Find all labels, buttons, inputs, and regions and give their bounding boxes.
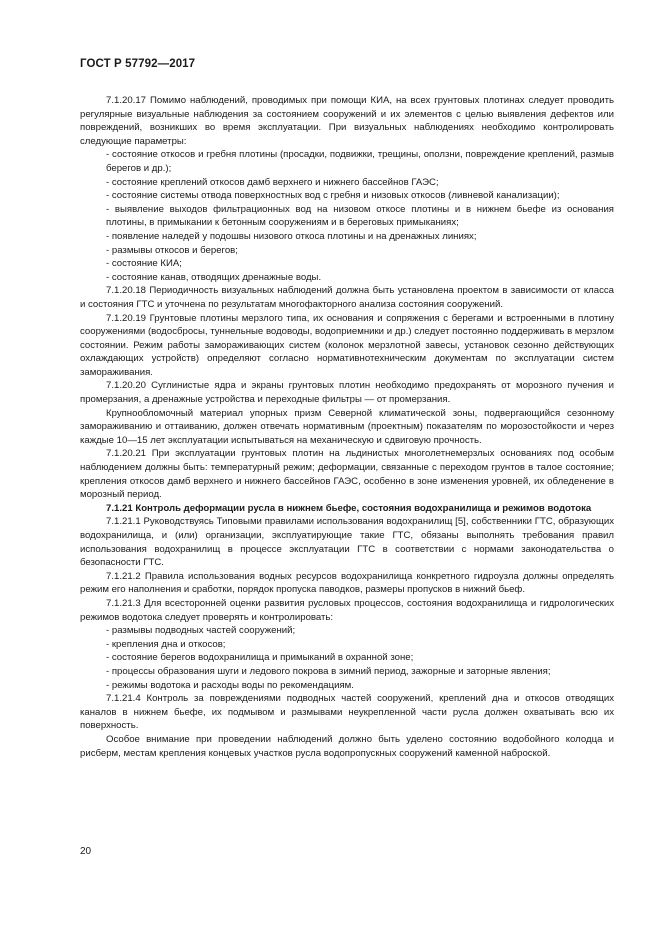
paragraph: Крупнообломочный материал упорных призм Северной климатической зоны, подвергающийся сезонному замораживанию и оттаиванию, должен отвечать нормативным (проектным) показателям по морозостойкости и через каждые 10—15 лет эксплуатации испытываться на механическую и сдвиговую прочность. bbox=[80, 407, 614, 446]
page-number: 20 bbox=[80, 846, 92, 857]
paragraph: 7.1.21.4 Контроль за повреждениями подводных частей сооружений, креплений дна и откосов отводящих каналов в нижнем бьефе, их подмывом и размывами неукрепленной части русла должен охватывать всю их поверхность. bbox=[80, 693, 614, 732]
list-item: - процессы образования шуги и ледового покрова в зимний период, зажорные и заторные явления; bbox=[106, 665, 551, 677]
paragraph: 7.1.21.2 Правила использования водных ресурсов водохранилища конкретного гидроузла должны определять режим его наполнения и сработки, порядок пропуска паводков, размеры пропусков в нижний бьеф. bbox=[80, 570, 614, 596]
paragraph: 7.1.20.20 Суглинистые ядра и экраны грунтовых плотин необходимо предохранять от морозного пучения и промерзания, а дренажные устройства и переходные фильтры — от промерзания. bbox=[80, 380, 614, 406]
paragraph: 7.1.21.3 Для всесторонней оценки развития русловых процессов, состояния водохранилища и гидрологических режимов водотока следует проверять и контролировать: bbox=[80, 597, 614, 623]
paragraph: 7.1.20.18 Периодичность визуальных наблюдений должна быть установлена проектом в зависимости от класса и состояния ГТС и уточнена по результатам многофакторного анализа состояния сооружений. bbox=[80, 285, 614, 310]
document-body bbox=[80, 94, 614, 760]
paragraph: Особое внимание при проведении наблюдений должно быть уделено состоянию водобойного колодца и рисберм, местам крепления концевых участков русла водопропускных сооружений каменной наброской. bbox=[80, 733, 614, 759]
document-header: ГОСТ Р 57792—2017 bbox=[80, 58, 196, 70]
list-item: - размывы подводных частей сооружений; bbox=[106, 625, 296, 637]
list-item: - состояние креплений откосов дамб верхнего и нижнего бассейнов ГАЭС; bbox=[106, 176, 439, 188]
paragraph: 7.1.20.17 Помимо наблюдений, проводимых при помощи КИА, на всех грунтовых плотинах следует проводить регулярные визуальные наблюдения за состоянием сооружений и их элементов с целью выявления дефектов или повреждений, возникших во время эксплуатации. При визуальных наблюдениях необходимо контролировать следующие параметры: bbox=[80, 95, 614, 147]
list-item: - состояние берегов водохранилища и примыканий в охранной зоне; bbox=[106, 652, 414, 664]
list-item: - состояние откосов и гребня плотины (просадки, подвижки, трещины, оползни, повреждение креплений, размыв берегов и др.); bbox=[106, 149, 614, 174]
list-item: - крепления дна и откосов; bbox=[106, 638, 226, 650]
list-item: - размывы откосов и берегов; bbox=[106, 244, 238, 256]
list-item: - появление наледей у подошвы низового откоса плотины и на дренажных линиях; bbox=[106, 230, 477, 242]
list-item: - состояние КИА; bbox=[106, 258, 182, 270]
paragraph: 7.1.20.19 Грунтовые плотины мерзлого типа, их основания и сопряжения с берегами и встроенными в плотину сооружениями (водосбросы, туннельные водоводы, водоприемники и др.) следует постоянно поддерживать в мерзлом состоянии. Режим работы замораживающих систем (колонок мерзлотной завесы, установок сезонно действующих охлаждающих устройств) определяют согласно нормативнотехническим документам по эксплуатации систем замораживания. bbox=[80, 312, 614, 378]
list-item: - режимы водотока и расходы воды по рекомендациям. bbox=[106, 679, 354, 691]
section-heading: 7.1.21 Контроль деформации русла в нижнем бьефе, состояния водохранилища и режимов водотока bbox=[106, 502, 592, 514]
paragraph: 7.1.20.21 При эксплуатации грунтовых плотин на льдинистых многолетнемерзлых основаниях под особым наблюдением должны быть: температурный режим; деформации, связанные с переходом грунтов в талое состояние; крепления откосов дамб верхнего и нижнего бассейнов ГАЭС, особенно в зоне изменения уровней, их обледенение в морозный период. bbox=[80, 448, 614, 501]
list-item: - состояние канав, отводящих дренажные воды. bbox=[106, 271, 322, 283]
list-item: - выявление выходов фильтрационных вод на низовом откосе плотины и в нижнем бьефе из основания плотины, в примыкании к бетонным сооружениям и в береговых примыканиях; bbox=[106, 203, 614, 229]
paragraph: 7.1.21.1 Руководствуясь Типовыми правилами использования водохранилищ [5], собственники ГТС, образующих водохранилища, и (или) организации, эксплуатирующие такие ГТС, обязаны выполнять требования правил использования водохранилищ в процессе эксплуатации ГТС в соответствии с нормами законодательства о безопасности ГТС. bbox=[80, 516, 614, 569]
list-item: - состояние системы отвода поверхностных вод с гребня и низовых откосов (ливневой канализации); bbox=[106, 190, 560, 202]
